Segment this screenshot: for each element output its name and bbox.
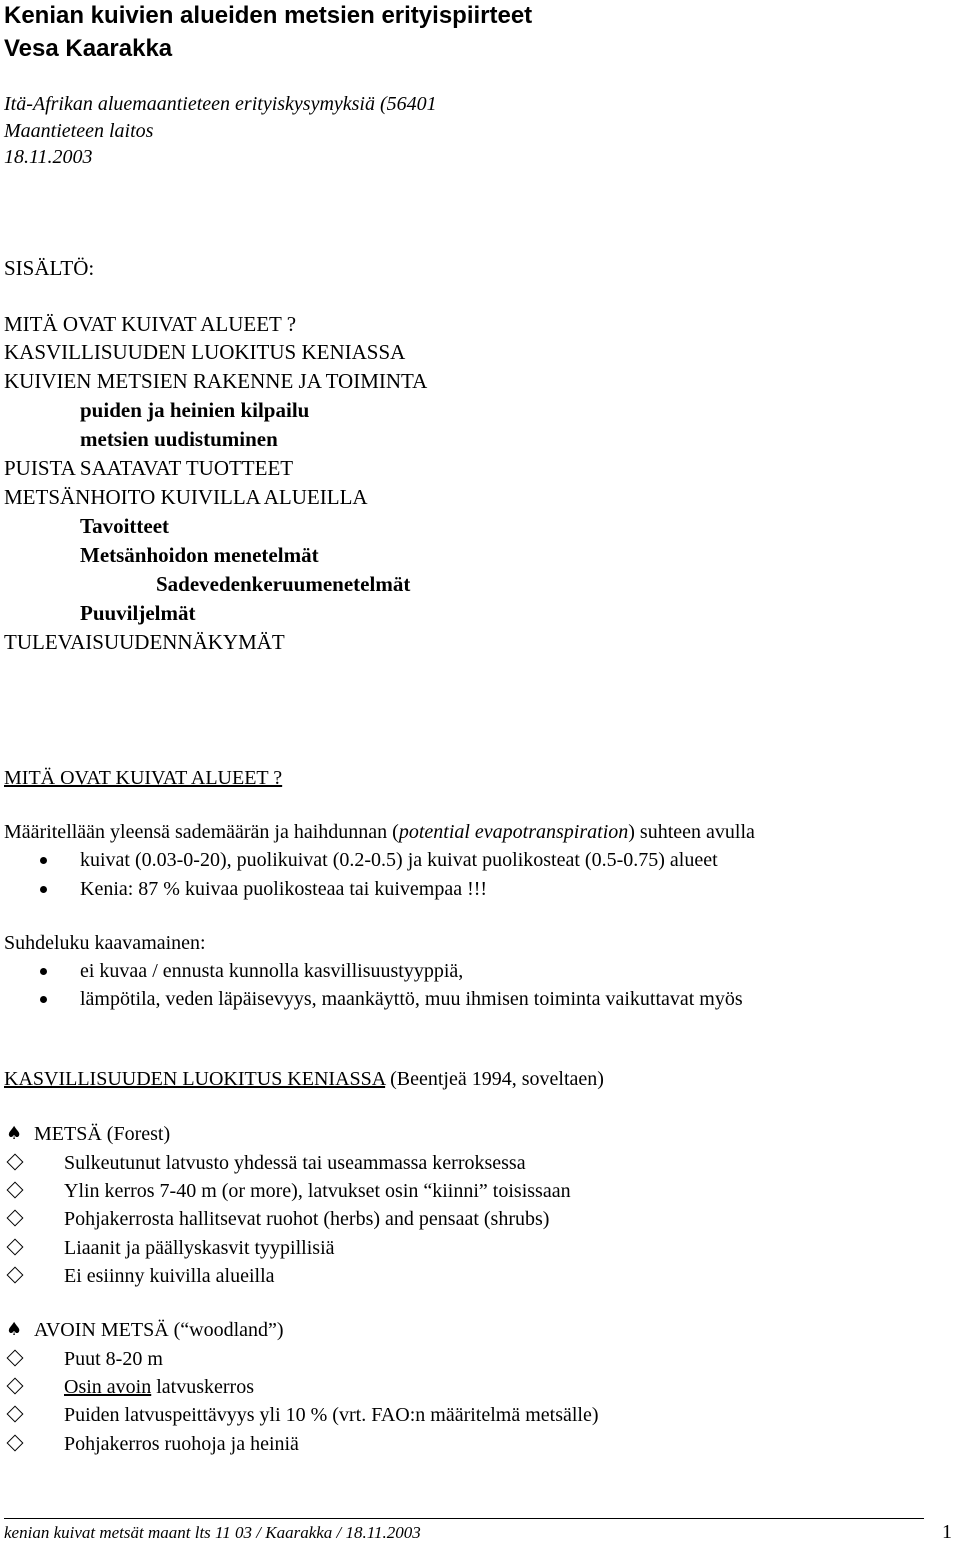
definition-paragraph: Määritellään yleensä sademäärän ja haihdunnan (potential evapotranspiration) suhteen avulla bbox=[4, 821, 755, 843]
bullet-icon bbox=[40, 996, 47, 1003]
spade-icon: ♠ bbox=[6, 1319, 23, 1340]
diamond-icon bbox=[7, 1378, 24, 1395]
bullet-icon bbox=[40, 886, 47, 893]
spade-icon: ♠ bbox=[6, 1123, 23, 1144]
list-item: Pohjakerrosta hallitsevat ruohot (herbs) and pensaat (shrubs) bbox=[64, 1208, 550, 1230]
diamond-icon bbox=[7, 1267, 24, 1284]
list-item: Puiden latvuspeittävyys yli 10 % (vrt. FAO:n määritelmä metsälle) bbox=[64, 1404, 599, 1426]
diamond-icon bbox=[7, 1239, 24, 1256]
toc-subsubitem: Sadevedenkeruumenetelmät bbox=[156, 572, 411, 596]
toc-subitem: metsien uudistuminen bbox=[80, 427, 278, 451]
list-item: Ylin kerros 7-40 m (or more), latvukset osin “kiinni” toisissaan bbox=[64, 1180, 571, 1202]
footer-text: kenian kuivat metsät maant lts 11 03 / Kaarakka / 18.11.2003 bbox=[4, 1523, 421, 1542]
toc-subitem: puiden ja heinien kilpailu bbox=[80, 398, 310, 422]
diamond-icon bbox=[7, 1154, 24, 1171]
toc-item: KUIVIEN METSIEN RAKENNE JA TOIMINTA bbox=[4, 369, 428, 393]
list-item: Kenia: 87 % kuivaa puolikosteaa tai kuivempaa !!! bbox=[80, 878, 488, 900]
footer-rule bbox=[4, 1518, 924, 1519]
toc-item: MITÄ OVAT KUIVAT ALUEET ? bbox=[4, 312, 297, 336]
bullet-icon bbox=[40, 857, 47, 864]
diamond-icon bbox=[7, 1210, 24, 1227]
list-item: kuivat (0.03-0-20), puolikuivat (0.2-0.5) ja kuivat puolikosteat (0.5-0.75) alueet bbox=[80, 849, 718, 871]
section-heading-dry-areas: MITÄ OVAT KUIVAT ALUEET ? bbox=[4, 767, 283, 789]
diamond-icon bbox=[7, 1350, 24, 1367]
page-number: 1 bbox=[942, 1521, 952, 1543]
list-item: Puut 8-20 m bbox=[64, 1348, 163, 1370]
toc-heading: SISÄLTÖ: bbox=[4, 256, 95, 280]
author-name: Vesa Kaarakka bbox=[4, 35, 173, 62]
toc-subitem: Metsänhoidon menetelmät bbox=[80, 543, 319, 567]
bullet-icon bbox=[40, 968, 47, 975]
list-item: Sulkeutunut latvusto yhdessä tai useammassa kerroksessa bbox=[64, 1152, 526, 1174]
course-name: Itä-Afrikan aluemaantieteen erityiskysymyksiä (56401 bbox=[4, 93, 437, 115]
diamond-icon bbox=[7, 1435, 24, 1452]
document-date: 18.11.2003 bbox=[4, 146, 93, 168]
toc-item: TULEVAISUUDENNÄKYMÄT bbox=[4, 630, 285, 654]
woodland-title: AVOIN METSÄ (“woodland”) bbox=[34, 1319, 284, 1341]
toc-item: PUISTA SAATAVAT TUOTTEET bbox=[4, 456, 294, 480]
section-heading-vegetation: KASVILLISUUDEN LUOKITUS KENIASSA (Beentjeä 1994, soveltaen) bbox=[4, 1068, 604, 1090]
diamond-icon bbox=[7, 1182, 24, 1199]
toc-subitem: Puuviljelmät bbox=[80, 601, 196, 625]
list-item: lämpötila, veden läpäisevyys, maankäyttö, muu ihmisen toiminta vaikuttavat myös bbox=[80, 988, 743, 1010]
list-item: Liaanit ja päällyskasvit tyypillisiä bbox=[64, 1237, 335, 1259]
diamond-icon bbox=[7, 1406, 24, 1423]
document-title: Kenian kuivien alueiden metsien erityispiirteet bbox=[4, 2, 533, 29]
list-item: Pohjakerros ruohoja ja heiniä bbox=[64, 1433, 299, 1455]
toc-item: KASVILLISUUDEN LUOKITUS KENIASSA bbox=[4, 340, 406, 364]
note-heading: Suhdeluku kaavamainen: bbox=[4, 932, 206, 954]
forest-title: METSÄ (Forest) bbox=[34, 1123, 171, 1145]
toc-subitem: Tavoitteet bbox=[80, 514, 170, 538]
list-item: Osin avoin latvuskerros bbox=[64, 1376, 254, 1398]
toc-item: METSÄNHOITO KUIVILLA ALUEILLA bbox=[4, 485, 368, 509]
list-item: ei kuvaa / ennusta kunnolla kasvillisuustyyppiä, bbox=[80, 960, 464, 982]
list-item: Ei esiinny kuivilla alueilla bbox=[64, 1265, 275, 1287]
department-name: Maantieteen laitos bbox=[4, 120, 154, 142]
